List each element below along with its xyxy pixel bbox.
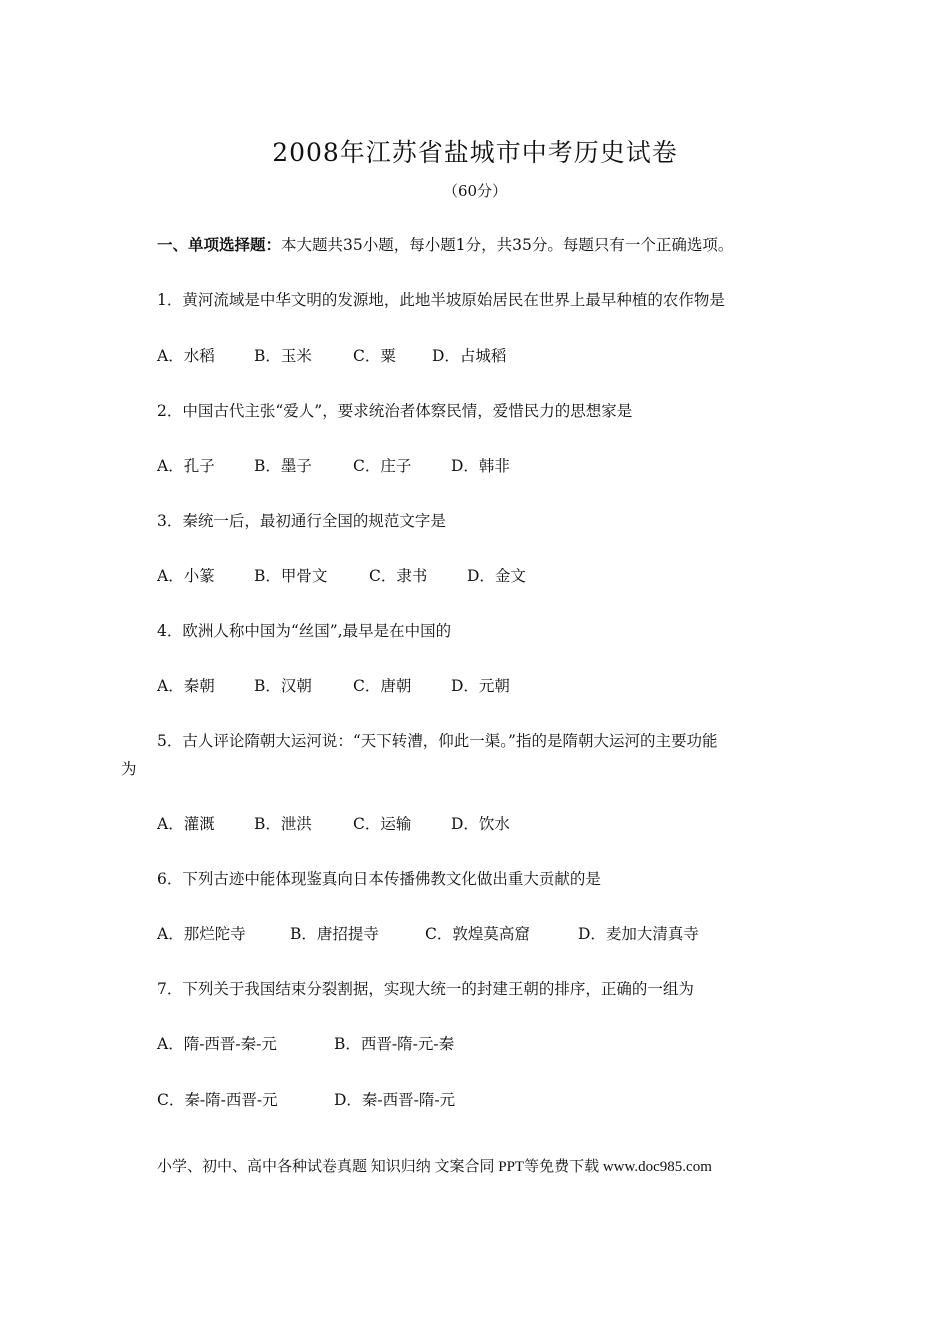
option-c: C．秦-隋-西晋-元 bbox=[157, 1091, 278, 1109]
question-3-options bbox=[157, 564, 526, 586]
question-4-options bbox=[157, 674, 510, 696]
option-a: A．小篆 bbox=[157, 567, 215, 585]
option-d: D．元朝 bbox=[451, 677, 510, 695]
option-a: A．灌溉 bbox=[157, 815, 215, 833]
option-d: D．金文 bbox=[467, 567, 526, 585]
option-d: D．韩非 bbox=[451, 457, 510, 475]
option-b: B．泄洪 bbox=[254, 815, 312, 833]
question-2-options bbox=[157, 454, 510, 476]
option-b: B．墨子 bbox=[254, 457, 312, 475]
section-heading bbox=[157, 233, 733, 255]
option-a: A．那烂陀寺 bbox=[157, 925, 246, 943]
option-c: C．庄子 bbox=[353, 457, 412, 475]
question-6-text: 6．下列古迹中能体现鉴真向日本传播佛教文化做出重大贡献的是 bbox=[157, 870, 601, 888]
option-c: C．唐朝 bbox=[353, 677, 412, 695]
section-heading-label: 一、单项选择题： bbox=[157, 235, 282, 254]
page-title: 2008年江苏省盐城市中考历史试卷 bbox=[272, 138, 678, 167]
question-6-options bbox=[157, 922, 699, 944]
option-a: A．秦朝 bbox=[157, 677, 215, 695]
option-c: C．隶书 bbox=[369, 567, 428, 585]
option-b: B．玉米 bbox=[254, 347, 312, 365]
option-a: A．水稻 bbox=[157, 347, 215, 365]
question-7-options bbox=[157, 1032, 454, 1054]
option-d: D．麦加大清真寺 bbox=[578, 925, 699, 943]
option-b: B．唐招提寺 bbox=[290, 925, 379, 943]
option-b: B．汉朝 bbox=[254, 677, 312, 695]
footer-promo-text: 小学、初中、高中各种试卷真题 知识归纳 文案合同 PPT等免费下载 www.doc985.com bbox=[157, 1159, 712, 1175]
question-2-text: 2．中国古代主张“爱人”，要求统治者体察民情，爱惜民力的思想家是 bbox=[157, 402, 633, 420]
question-4-text: 4．欧洲人称中国为“丝国”,最早是在中国的 bbox=[157, 622, 452, 640]
option-a: A．孔子 bbox=[157, 457, 215, 475]
question-1-text: 1．黄河流域是中华文明的发源地，此地半坡原始居民在世界上最早种植的农作物是 bbox=[157, 291, 725, 309]
option-b: B．甲骨文 bbox=[254, 567, 328, 585]
option-a: A．隋-西晋-秦-元 bbox=[157, 1035, 277, 1053]
question-5-options bbox=[157, 812, 510, 834]
option-b: B．西晋-隋-元-秦 bbox=[334, 1035, 455, 1053]
option-c: C．敦煌莫高窟 bbox=[425, 925, 530, 943]
question-5-text-continued: 为 bbox=[121, 760, 137, 778]
option-c: C．粟 bbox=[353, 347, 396, 365]
question-7-text: 7．下列关于我国结束分裂割据，实现大统一的封建王朝的排序，正确的一组为 bbox=[157, 980, 694, 998]
question-5-text: 5．古人评论隋朝大运河说：“天下转漕，仰此一渠。”指的是隋朝大运河的主要功能 bbox=[157, 732, 718, 750]
question-7-options-row2 bbox=[157, 1088, 455, 1110]
page-subtitle: （60分） bbox=[442, 182, 508, 200]
option-d: D．饮水 bbox=[451, 815, 510, 833]
question-3-text: 3．秦统一后，最初通行全国的规范文字是 bbox=[157, 512, 446, 530]
question-1-options bbox=[157, 344, 506, 366]
option-c: C．运输 bbox=[353, 815, 412, 833]
section-heading-text: 本大题共35小题，每小题1分，共35分。每题只有一个正确选项。 bbox=[281, 236, 734, 254]
option-d: D．秦-西晋-隋-元 bbox=[334, 1091, 456, 1109]
option-d: D．占城稻 bbox=[432, 347, 507, 365]
